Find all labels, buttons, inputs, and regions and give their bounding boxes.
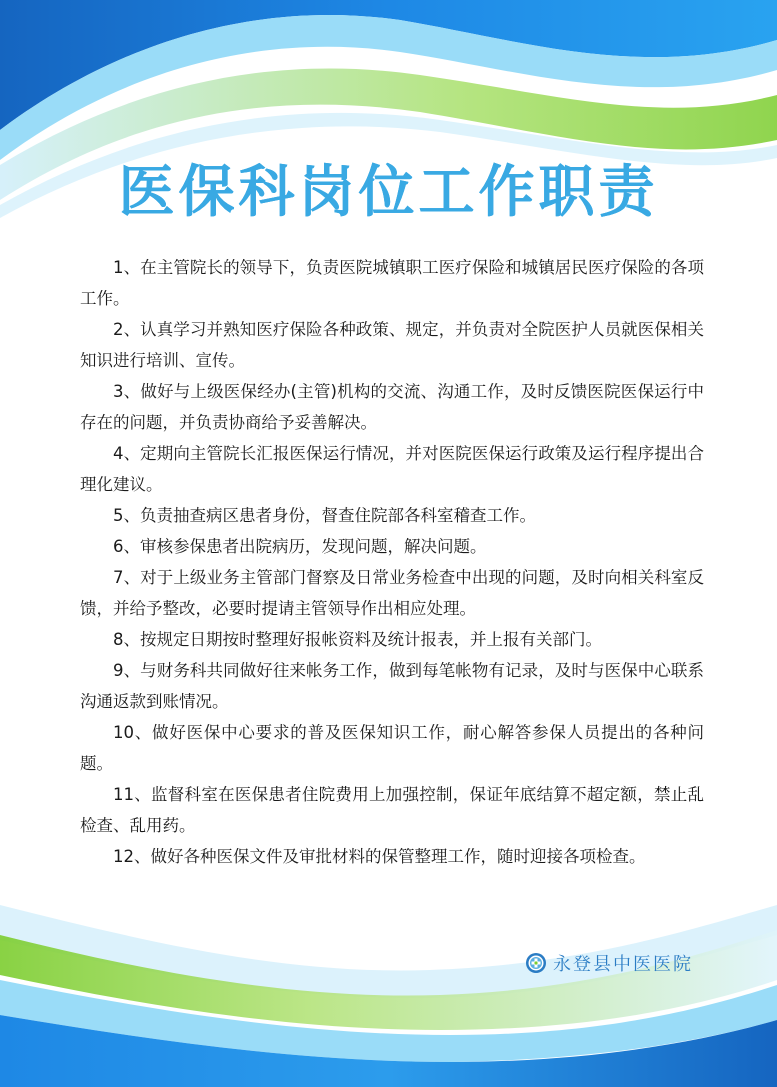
duty-item: 8、按规定日期按时整理好报帐资料及统计报表，并上报有关部门。 — [113, 630, 602, 649]
duty-item: 4、定期向主管院长汇报医保运行情况，并对医院医保运行政策及运行程序提出合理化建议。 — [80, 444, 704, 494]
hospital-name: 永登县中医医院 — [553, 954, 693, 975]
hospital-logo-icon — [525, 952, 547, 974]
duty-item: 2、认真学习并熟知医疗保险各种政策、规定，并负责对全院医护人员就医保相关知识进行培训、宣传。 — [80, 320, 704, 370]
duty-item: 10、做好医保中心要求的普及医保知识工作，耐心解答参保人员提出的各种问题。 — [80, 723, 704, 773]
duty-item: 11、监督科室在医保患者住院费用上加强控制，保证年底结算不超定额，禁止乱检查、乱用药。 — [80, 785, 704, 835]
duty-item: 3、做好与上级医保经办(主管)机构的交流、沟通工作，及时反馈医院医保运行中存在的问题，并负责协商给予妥善解决。 — [80, 382, 704, 432]
footer-signature — [525, 950, 693, 976]
duty-item: 6、审核参保患者出院病历，发现问题，解决问题。 — [113, 537, 487, 556]
page-title: 医保科岗位工作职责 — [118, 160, 659, 225]
duty-item: 12、做好各种医保文件及审批材料的保管整理工作，随时迎接各项检查。 — [113, 847, 646, 866]
duties-list — [80, 252, 704, 872]
duty-item: 9、与财务科共同做好往来帐务工作，做到每笔帐物有记录，及时与医保中心联系沟通返款到账情况。 — [80, 661, 704, 711]
duty-item: 7、对于上级业务主管部门督察及日常业务检查中出现的问题，及时向相关科室反馈，并给予整改，必要时提请主管领导作出相应处理。 — [80, 568, 704, 618]
duty-item: 5、负责抽查病区患者身份，督查住院部各科室稽查工作。 — [113, 506, 536, 525]
duty-item: 1、在主管院长的领导下，负责医院城镇职工医疗保险和城镇居民医疗保险的各项工作。 — [80, 258, 704, 308]
